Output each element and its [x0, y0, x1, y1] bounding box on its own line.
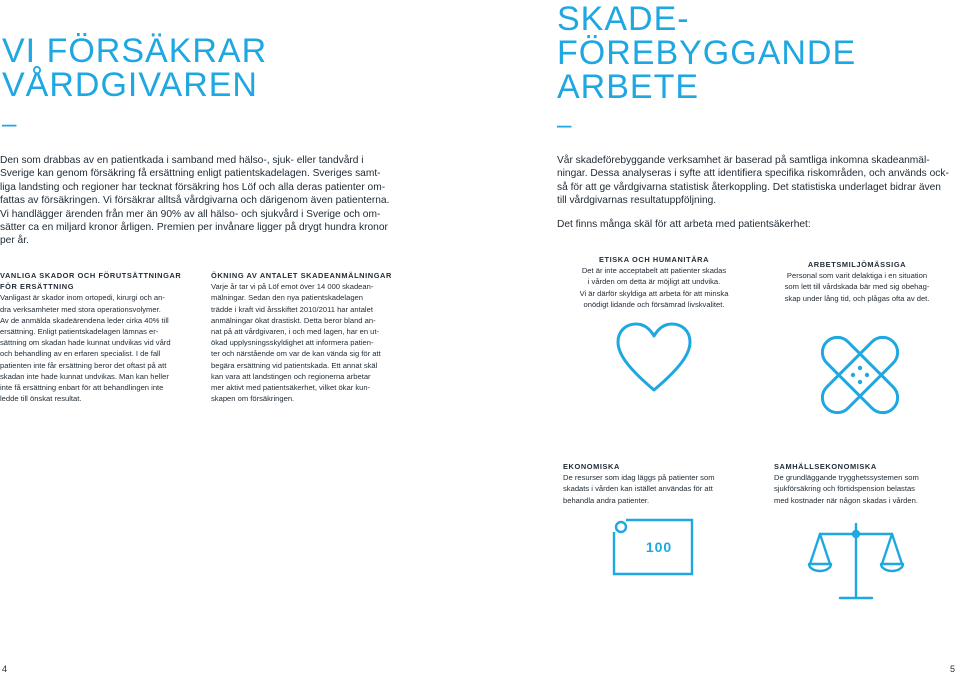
right-intro [557, 154, 957, 208]
socioeconomic-line: De grundläggande trygghetssystemen som [774, 473, 919, 483]
heart-icon [614, 320, 694, 394]
work-env-line: Personal som varit delaktiga i en situation [786, 271, 928, 281]
scales-icon [806, 520, 906, 602]
left-intro-line: Vi handlägger ärenden från mer än 90% av all hälso- och sjukvård i Sverige och om- [0, 208, 381, 220]
left-intro-line: liga landsting och regioner har tecknat försäkring hos Löf och alla deras patienter om- [0, 181, 386, 193]
work-env-title: ARBETSMILJÖMÄSSIGA [807, 260, 907, 269]
col-increasing-claims-line: nat på att vårdgivaren, i och med lagen, har en ut- [211, 327, 380, 337]
right-headline-line-1: SKADE- [557, 0, 690, 38]
right-headline-line-2: FÖREBYGGANDE [557, 34, 857, 72]
col-increasing-claims-line: ökad upplysningsskyldighet att informera patien- [211, 338, 374, 348]
col-increasing-claims-line: skapen om försäkringen. [211, 394, 295, 404]
left-intro [0, 154, 400, 248]
col-common-injuries-line: Av de anmälda skadeärendena leder cirka 40% till [0, 315, 169, 325]
col-common-injuries-line: inte få ersättning enbart för att behandlingen inte [0, 383, 164, 393]
left-intro-line: per år. [0, 235, 29, 247]
banknote-icon [612, 518, 694, 576]
reasons-intro: Det finns många skäl för att arbeta med patientsäkerhet: [557, 219, 811, 230]
col-increasing-claims-line: ter och närstående om var de kan vända sig för att [211, 349, 381, 359]
col-common-injuries-line: Vanligast är skador inom ortopedi, kirurgi och an- [0, 293, 165, 303]
work-env-block [757, 259, 957, 304]
page-number-right: 5 [950, 664, 956, 674]
work-env-line: skap under lång tid, och plågas ofta av det. [784, 293, 930, 303]
ethics-line: i vården om detta är möjligt att undvika. [587, 277, 721, 287]
col-common-injuries-line: patienten inte får ersättning beror det oftast på att [0, 360, 167, 370]
col-increasing-claims-line: begära ersättning vid patientskada. Ett annat skäl [211, 360, 378, 370]
right-dash: – [557, 109, 572, 139]
col-increasing-claims-title: ÖKNING AV ANTALET SKADEANMÄLNINGAR [211, 271, 392, 280]
col-increasing-claims [211, 270, 411, 404]
col-common-injuries-line: ledde till önskat resultat. [0, 394, 82, 404]
right-intro-line: så för att ge vårdgivarna statistisk återkoppling. Det statistiska underlaget bidrar även [557, 181, 941, 193]
col-common-injuries [0, 270, 205, 404]
left-intro-line: fattas av försäkringen. Vi försäkrar alltså vårdgivarna och därigenom även patienterna. [0, 195, 390, 207]
col-increasing-claims-line: kan vara att landstingen och regionerna arbetar [211, 371, 371, 381]
left-intro-line: Sverige kan genom försäkring få ersättning enligt patientskadelagen. Sveriges samt- [0, 168, 381, 180]
economic-line: behandla andra patienter. [563, 495, 650, 505]
ethics-block [554, 254, 754, 310]
page-number-left: 4 [2, 664, 8, 674]
col-common-injuries-title-1: VANLIGA SKADOR OCH FÖRUTSÄTTNINGAR [0, 271, 182, 280]
socioeconomic-line: med kostnader när någon skadas i vården. [774, 495, 918, 505]
right-headline-line-3: ARBETE [557, 68, 700, 106]
socioeconomic-line: sjukförsäkring och förtidspension belastas [774, 484, 915, 494]
col-increasing-claims-line: Varje år tar vi på Löf emot över 14 000 skadean- [211, 282, 374, 292]
left-intro-line: sätter ca en miljard kronor årligen. Premien per invånare ligger på drygt hundra kronor [0, 222, 388, 234]
ethics-title: ETISKA OCH HUMANITÄRA [598, 255, 710, 264]
col-increasing-claims-line: mer aktivt med patientsäkerhet, vilket ökar kun- [211, 383, 371, 393]
col-common-injuries-title-2: FÖR ERSÄTTNING [0, 282, 75, 292]
economic-line: skadats i vården kan istället användas för att [563, 484, 713, 494]
ethics-line: onödigt lidande och försämrad livskvalitet. [583, 299, 725, 309]
left-intro-line: Den som drabbas av en patientkada i samband med hälso-, sjuk- eller tandvård i [0, 155, 364, 166]
col-increasing-claims-line: anmälningar ökat drastiskt. Detta beror bland an- [211, 315, 376, 325]
left-headline-line-2: VÅRDGIVAREN [2, 66, 258, 104]
socioeconomic-title: SAMHÄLLSEKONOMISKA [774, 462, 877, 471]
right-headline [557, 2, 856, 104]
col-common-injuries-line: skadan inte hade kunnat undvikas. Man kan heller [0, 371, 169, 381]
bandage-icon [815, 330, 905, 420]
col-increasing-claims-line: mälningar. Sedan den nya patientskadelagen [211, 293, 363, 303]
col-common-injuries-line: ersättning. Enligt patientskadelagen lämnas er- [0, 327, 159, 337]
col-common-injuries-line: sättning om skadan hade kunnat undvikas vid vård [0, 338, 171, 348]
col-common-injuries-line: dra verksamheter med stora operationsvolymer. [0, 304, 161, 314]
right-intro-line: ningar. Dessa analyseras i syfte att identifiera specifika riskområden, och används ock- [557, 168, 949, 180]
work-env-line: som lett till vårdskada bär med sig obehag- [784, 282, 930, 292]
economic-title: EKONOMISKA [563, 462, 620, 471]
left-headline-line-1: VI FÖRSÄKRAR [2, 32, 268, 70]
left-dash: – [2, 108, 17, 138]
right-intro-line: till vårdgivarnas resultatuppföljning. [557, 195, 717, 207]
right-intro-line: Vår skadeförebyggande verksamhet är baserad på samtliga inkomna skadeanmäl- [557, 155, 930, 166]
socioeconomic-block [774, 461, 960, 506]
ethics-line: Vi är därför skyldiga att arbeta för att minska [579, 288, 729, 298]
left-headline [2, 34, 267, 102]
ethics-line: Det är inte acceptabelt att patienter skadas [581, 266, 727, 276]
economic-block [563, 461, 753, 506]
banknote-value: 100 [645, 539, 673, 555]
col-common-injuries-line: och behandling av en erfaren specialist. I de fall [0, 349, 161, 359]
economic-line: De resurser som idag läggs på patienter som [563, 473, 715, 483]
col-increasing-claims-line: trädde i kraft vid årsskiftet 2010/2011 har antalet [211, 304, 373, 314]
